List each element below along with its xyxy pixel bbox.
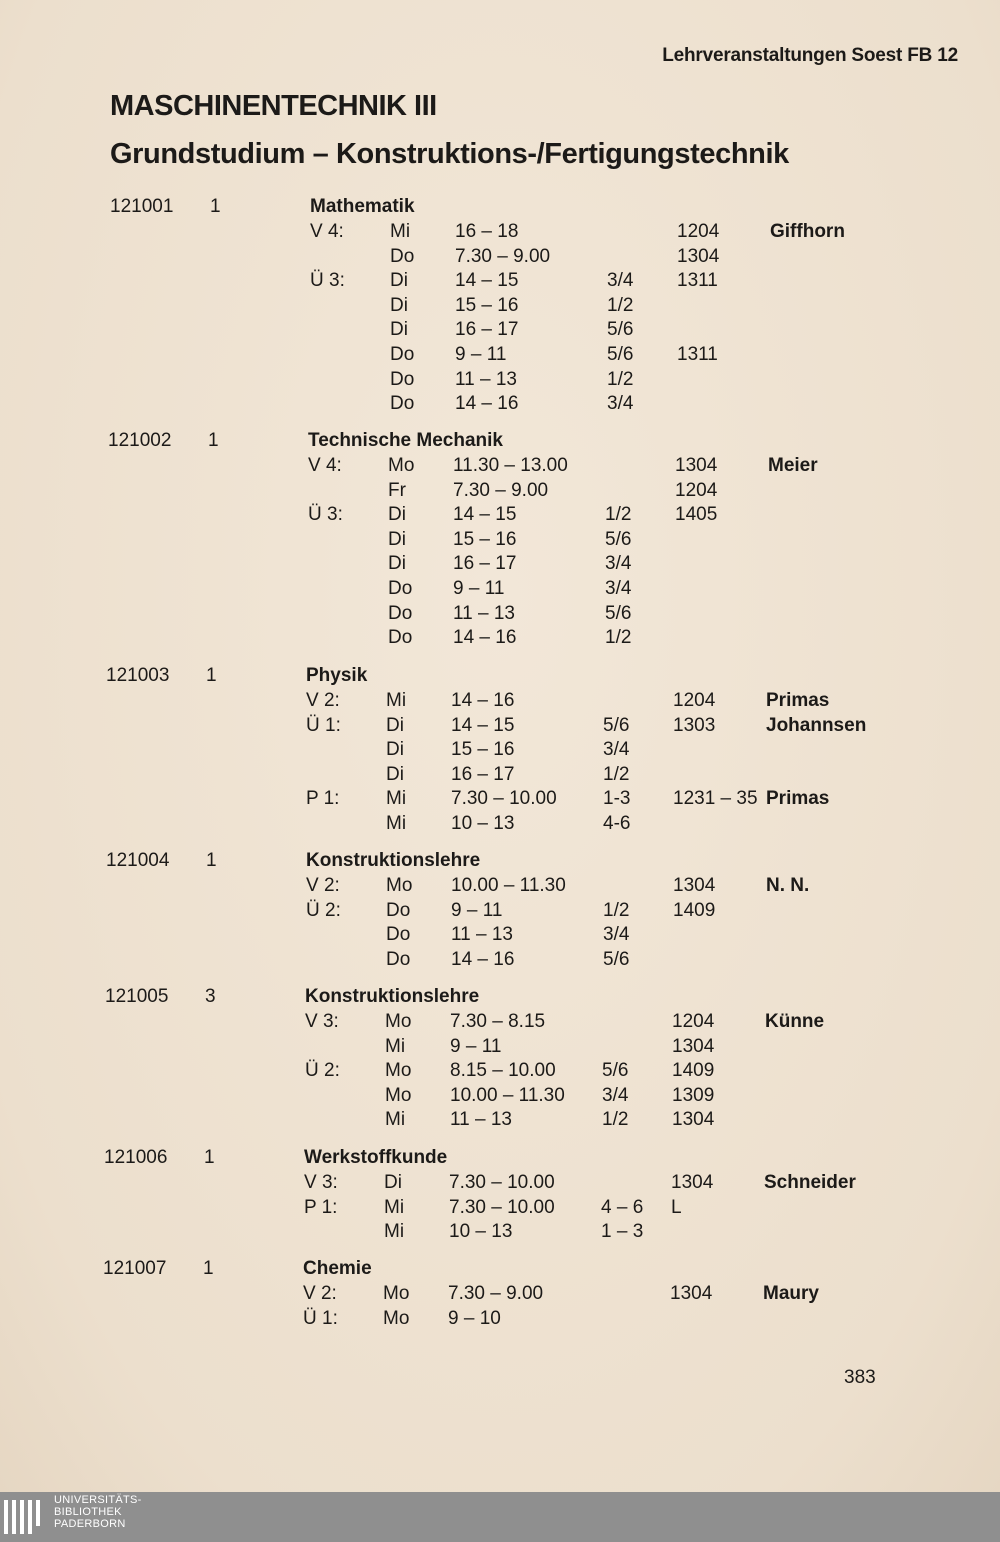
page-title: MASCHINENTECHNIK III [110,90,437,122]
weekday: Mo [383,1307,410,1329]
time-slot: 14 – 16 [453,627,517,649]
schedule-row [105,1011,885,1035]
schedule-row [106,715,886,739]
schedule-row [105,1060,885,1084]
schedule-row [110,295,890,319]
time-slot: 14 – 15 [453,504,517,526]
schedule-row [103,1308,883,1332]
time-slot: 9 – 11 [453,578,505,599]
session-type: V 4: [308,455,342,476]
time-slot: 15 – 16 [451,739,515,761]
group: 5/6 [607,319,634,341]
course-semester: 1 [210,196,221,217]
time-slot: 11 – 13 [453,602,515,624]
room: 1311 [677,270,718,292]
lecturer: Künne [765,1011,825,1032]
weekday: Di [388,504,406,526]
room: 1204 [675,479,718,501]
schedule-row [108,480,888,504]
time-slot: 16 – 18 [455,221,519,242]
time-slot: 9 – 11 [455,344,507,365]
weekday: Mi [386,690,407,711]
weekday: Di [386,763,404,785]
schedule-row [104,1221,884,1245]
time-slot: 14 – 16 [455,393,519,415]
weekday: Mo [385,1011,412,1032]
schedule-row [110,344,890,368]
course-code: 121005 [105,986,169,1007]
group: 1/2 [603,899,630,921]
group: 5/6 [605,602,632,624]
lecturer: Primas [766,788,830,810]
group: 5/6 [607,344,634,365]
weekday: Mi [384,1196,405,1218]
running-header: Lehrveranstaltungen Soest FB 12 [662,45,958,66]
schedule-row [108,603,888,627]
time-slot: 9 – 10 [448,1307,501,1329]
time-slot: 14 – 15 [451,714,515,736]
schedule-row [108,455,888,479]
schedule-row [105,1085,885,1109]
page-number: 383 [844,1367,876,1388]
session-type: V 2: [306,875,340,896]
weekday: Do [388,602,413,624]
session-type: V 3: [305,1011,339,1032]
group: 3/4 [602,1084,629,1106]
weekday: Di [386,714,404,736]
weekday: Do [386,924,411,946]
time-slot: 7.30 – 8.15 [450,1011,546,1032]
weekday: Mi [384,1221,405,1243]
weekday: Mi [386,788,407,810]
time-slot: 9 – 11 [451,899,503,921]
schedule-row [106,739,886,763]
group: 1-3 [603,788,631,810]
weekday: Di [388,528,406,550]
time-slot: 15 – 16 [455,294,519,316]
schedule-row [105,1109,885,1133]
room: 1303 [673,714,716,736]
weekday: Mi [385,1109,406,1131]
group: 1/2 [602,1109,629,1131]
course-semester: 1 [206,665,217,686]
course-code: 121004 [106,850,170,871]
course-semester: 1 [208,430,219,451]
lecturer: Schneider [764,1172,856,1193]
weekday: Mo [385,1060,412,1082]
time-slot: 10 – 13 [449,1221,513,1243]
room: 1304 [671,1172,714,1193]
lecturer: Johannsen [766,714,867,736]
time-slot: 14 – 16 [451,690,515,711]
schedule-row [108,553,888,577]
course-title: Werkstoffkunde [304,1147,448,1168]
weekday: Do [390,393,415,415]
group: 3/4 [605,578,632,599]
session-type: V 2: [306,690,340,711]
session-type: Ü 1: [303,1307,338,1329]
group: 3/4 [607,393,634,415]
room: L [671,1196,682,1218]
room: 1304 [672,1035,715,1057]
group: 1/2 [605,627,632,649]
session-type: V 3: [304,1172,338,1193]
weekday: Di [388,553,406,575]
weekday: Di [390,294,408,316]
room: 1309 [672,1084,715,1106]
course-code: 121006 [104,1147,168,1168]
schedule-row [103,1283,883,1307]
room: 1204 [677,221,720,242]
course-title: Technische Mechanik [308,430,503,451]
room: 1304 [675,455,718,476]
weekday: Fr [388,479,406,501]
weekday: Do [386,948,411,970]
time-slot: 11.30 – 13.00 [453,455,568,476]
course-semester: 1 [203,1258,214,1279]
library-footer [0,1492,1000,1542]
schedule-row [110,393,890,417]
session-type: V 4: [310,221,344,242]
schedule-row [110,369,890,393]
room: 1304 [673,875,716,896]
course-title: Physik [306,665,368,686]
time-slot: 16 – 17 [451,763,515,785]
course-title: Konstruktionslehre [305,986,480,1007]
time-slot: 7.30 – 9.00 [448,1283,544,1304]
lecturer: Primas [766,690,830,711]
group: 4-6 [603,813,631,834]
time-slot: 8.15 – 10.00 [450,1060,556,1082]
time-slot: 7.30 – 10.00 [449,1196,555,1218]
weekday: Mi [390,221,411,242]
session-type: P 1: [306,788,340,810]
session-type: Ü 2: [305,1060,340,1082]
course-code: 121007 [103,1258,167,1279]
course-code: 121001 [110,196,174,217]
course-code: 121003 [106,665,170,686]
weekday: Mo [385,1084,412,1106]
weekday: Mo [386,875,413,896]
weekday: Di [386,739,404,761]
room: 1311 [677,344,718,365]
weekday: Mo [388,455,415,476]
schedule-row [110,246,890,270]
room: 1204 [673,690,716,711]
schedule-row [106,949,886,973]
schedule-row [108,504,888,528]
time-slot: 14 – 15 [455,270,519,292]
room: 1409 [672,1060,715,1082]
weekday: Di [390,319,408,341]
time-slot: 9 – 11 [450,1035,502,1057]
session-type: Ü 3: [310,270,345,292]
session-type: Ü 2: [306,899,341,921]
group: 1 – 3 [601,1221,644,1243]
schedule-row [106,875,886,899]
time-slot: 14 – 16 [451,948,515,970]
group: 1/2 [603,763,630,785]
time-slot: 10.00 – 11.30 [451,875,566,896]
weekday: Do [390,245,415,267]
library-logo-icon [0,1492,46,1542]
page-subtitle: Grundstudium – Konstruktions-/Fertigungstechnik [110,138,789,170]
schedule-row [106,924,886,948]
lecturer: Meier [768,455,818,476]
weekday: Do [388,578,413,599]
course-semester: 1 [204,1147,215,1168]
time-slot: 16 – 17 [453,553,517,575]
room: 1304 [677,245,720,267]
schedule-row [106,788,886,812]
schedule-row [106,764,886,788]
time-slot: 10 – 13 [451,813,515,834]
group: 1/2 [607,294,634,316]
schedule-row [108,529,888,553]
course-semester: 3 [205,986,216,1007]
group: 3/4 [603,924,630,946]
schedule-row [110,270,890,294]
group: 3/4 [607,270,634,292]
schedule-row [106,813,886,837]
group: 5/6 [603,948,630,970]
schedule-row [110,221,890,245]
time-slot: 7.30 – 10.00 [451,788,557,810]
time-slot: 7.30 – 9.00 [453,479,549,501]
schedule-row [105,1036,885,1060]
group: 5/6 [605,528,632,550]
weekday: Do [388,627,413,649]
room: 1405 [675,504,718,526]
course-title: Chemie [303,1258,372,1279]
schedule-row [104,1172,884,1196]
weekday: Do [386,899,411,921]
room: 1409 [673,899,716,921]
weekday: Mi [386,813,407,834]
room: 1304 [672,1109,715,1131]
course-semester: 1 [206,850,217,871]
time-slot: 11 – 13 [450,1109,512,1131]
lecturer: Giffhorn [770,221,845,242]
course-title: Mathematik [310,196,415,217]
session-type: Ü 1: [306,714,341,736]
schedule-row [108,578,888,602]
time-slot: 7.30 – 9.00 [455,245,551,267]
time-slot: 7.30 – 10.00 [449,1172,555,1193]
schedule-row [106,900,886,924]
group: 4 – 6 [601,1196,644,1218]
weekday: Do [390,344,415,365]
group: 5/6 [603,714,630,736]
schedule-row [108,627,888,651]
room: 1304 [670,1283,713,1304]
schedule-row [104,1197,884,1221]
weekday: Mo [383,1283,410,1304]
weekday: Di [384,1172,402,1193]
room: 1231 – 35 [673,788,758,810]
weekday: Do [390,368,415,390]
room: 1204 [672,1011,715,1032]
time-slot: 10.00 – 11.30 [450,1084,565,1106]
session-type: Ü 3: [308,504,343,526]
time-slot: 11 – 13 [455,368,517,390]
session-type: V 2: [303,1283,337,1304]
schedule-row [110,319,890,343]
time-slot: 15 – 16 [453,528,517,550]
lecturer: N. N. [766,875,810,896]
time-slot: 11 – 13 [451,924,513,946]
group: 3/4 [603,739,630,761]
group: 3/4 [605,553,632,575]
session-type: P 1: [304,1196,338,1218]
library-logo-text: UNIVERSITÄTS- BIBLIOTHEK PADERBORN [54,1494,142,1530]
lecturer: Maury [763,1283,819,1304]
course-code: 121002 [108,430,172,451]
time-slot: 16 – 17 [455,319,519,341]
group: 5/6 [602,1060,629,1082]
schedule-row [106,690,886,714]
group: 1/2 [607,368,634,390]
weekday: Mi [385,1035,406,1057]
weekday: Di [390,270,408,292]
group: 1/2 [605,504,632,526]
course-title: Konstruktionslehre [306,850,481,871]
